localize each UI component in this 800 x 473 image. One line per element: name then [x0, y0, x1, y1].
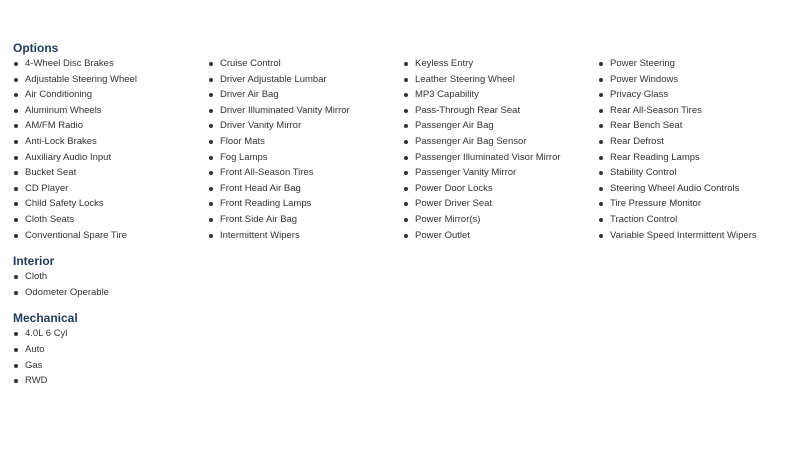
- feature-list-item: Stability Control: [598, 165, 793, 181]
- feature-list-item: Leather Steering Wheel: [403, 72, 598, 88]
- feature-list-item: Child Safety Locks: [13, 196, 208, 212]
- feature-list-item: CD Player: [13, 181, 208, 197]
- feature-list-item: Aluminum Wheels: [13, 103, 208, 119]
- feature-list-item: Floor Mats: [208, 134, 403, 150]
- feature-list-item: Passenger Air Bag Sensor: [403, 134, 598, 150]
- vehicle-features-page: [13, 40, 793, 395]
- feature-list-item: Driver Adjustable Lumbar: [208, 72, 403, 88]
- interior-section: [13, 253, 793, 300]
- options-section: [13, 40, 793, 243]
- interior-list: [13, 269, 793, 300]
- mechanical-list: [13, 326, 793, 388]
- feature-list-item: 4-Wheel Disc Brakes: [13, 56, 208, 72]
- feature-list-item: Rear All-Season Tires: [598, 103, 793, 119]
- feature-list-item: Power Outlet: [403, 228, 598, 244]
- feature-list-item: Power Steering: [598, 56, 793, 72]
- feature-list-item: Front Head Air Bag: [208, 181, 403, 197]
- feature-list-item: Fog Lamps: [208, 150, 403, 166]
- feature-list-item: Bucket Seat: [13, 165, 208, 181]
- feature-list-item: Front Reading Lamps: [208, 196, 403, 212]
- feature-list-item: Power Windows: [598, 72, 793, 88]
- feature-list-item: Conventional Spare Tire: [13, 228, 208, 244]
- feature-list-item: MP3 Capability: [403, 87, 598, 103]
- feature-list-item: Odometer Operable: [13, 285, 793, 301]
- feature-list-item: Passenger Air Bag: [403, 118, 598, 134]
- feature-list-item: Rear Bench Seat: [598, 118, 793, 134]
- feature-list-item: Privacy Glass: [598, 87, 793, 103]
- interior-heading: Interior: [13, 254, 55, 269]
- feature-list-item: Rear Reading Lamps: [598, 150, 793, 166]
- feature-list-item: AM/FM Radio: [13, 118, 208, 134]
- feature-list-item: Anti-Lock Brakes: [13, 134, 208, 150]
- feature-list-item: Intermittent Wipers: [208, 228, 403, 244]
- options-heading: Options: [13, 41, 59, 55]
- feature-list-item: Cloth: [13, 269, 793, 285]
- options-columns: [13, 56, 793, 243]
- feature-list-item: Passenger Vanity Mirror: [403, 165, 598, 181]
- feature-list-item: Cruise Control: [208, 56, 403, 72]
- feature-list-item: Cloth Seats: [13, 212, 208, 228]
- feature-list-item: Adjustable Steering Wheel: [13, 72, 208, 88]
- feature-list-item: Rear Defrost: [598, 134, 793, 150]
- feature-list-item: Auto: [13, 342, 793, 358]
- options-column-4: [598, 56, 793, 243]
- feature-list-item: Driver Air Bag: [208, 87, 403, 103]
- mechanical-section: [13, 310, 793, 388]
- feature-list-item: Power Mirror(s): [403, 212, 598, 228]
- feature-list-item: Pass-Through Rear Seat: [403, 103, 598, 119]
- options-column-1: [13, 56, 208, 243]
- feature-list-item: Front All-Season Tires: [208, 165, 403, 181]
- feature-list-item: Driver Vanity Mirror: [208, 118, 403, 134]
- feature-list-item: Air Conditioning: [13, 87, 208, 103]
- feature-list-item: Tire Pressure Monitor: [598, 196, 793, 212]
- mechanical-heading: Mechanical: [13, 311, 78, 326]
- options-column-3: [403, 56, 598, 243]
- feature-list-item: Traction Control: [598, 212, 793, 228]
- feature-list-item: Auxiliary Audio Input: [13, 150, 208, 166]
- feature-list-item: Variable Speed Intermittent Wipers: [598, 228, 793, 244]
- feature-list-item: Power Door Locks: [403, 181, 598, 197]
- feature-list-item: Front Side Air Bag: [208, 212, 403, 228]
- feature-list-item: 4.0L 6 Cyl: [13, 326, 793, 342]
- feature-list-item: Steering Wheel Audio Controls: [598, 181, 793, 197]
- options-column-2: [208, 56, 403, 243]
- feature-list-item: Driver Illuminated Vanity Mirror: [208, 103, 403, 119]
- feature-list-item: Gas: [13, 358, 793, 374]
- feature-list-item: Passenger Illuminated Visor Mirror: [403, 150, 598, 166]
- feature-list-item: Keyless Entry: [403, 56, 598, 72]
- feature-list-item: Power Driver Seat: [403, 196, 598, 212]
- feature-list-item: RWD: [13, 373, 793, 389]
